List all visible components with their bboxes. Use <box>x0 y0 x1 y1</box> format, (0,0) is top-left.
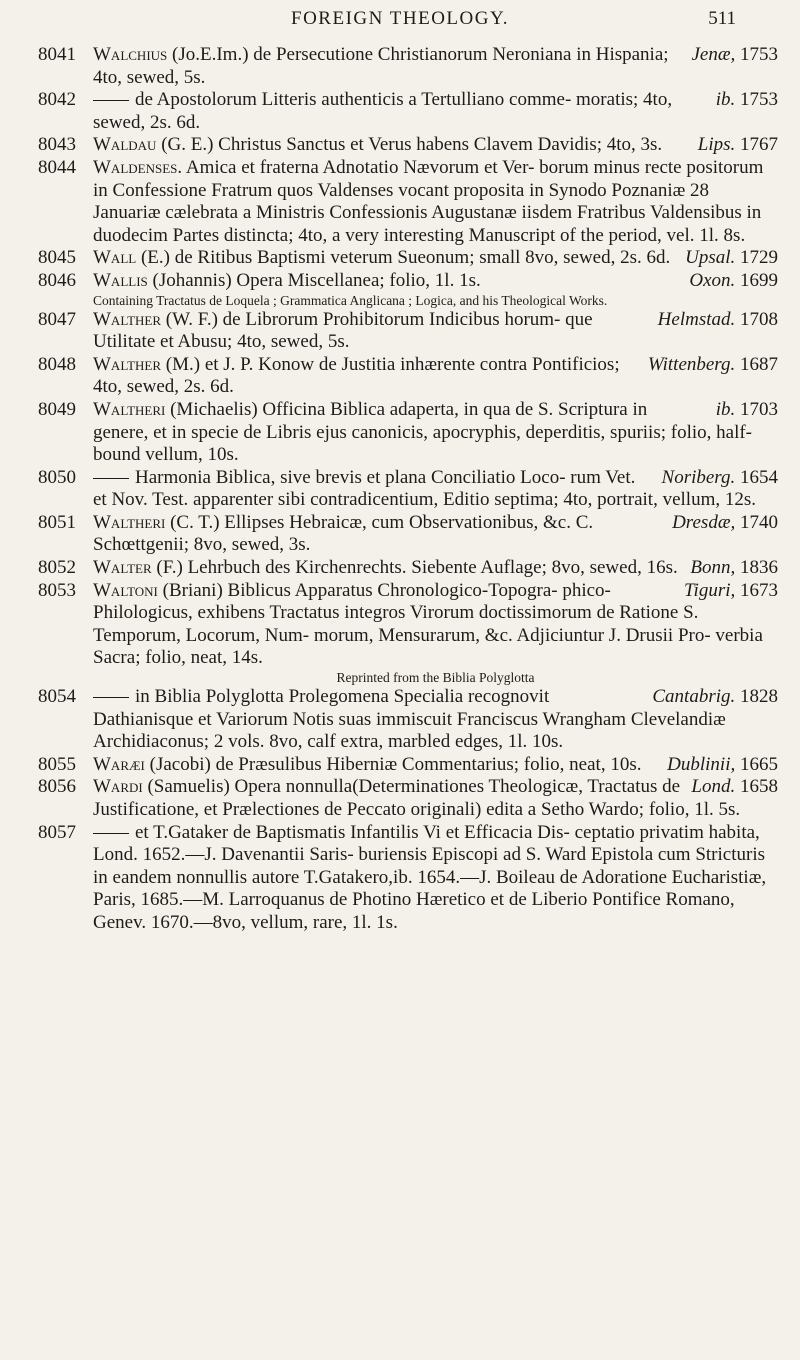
entry-author: Wallis <box>93 269 148 291</box>
catalogue-entry <box>38 247 778 270</box>
entry-number: 8049 <box>38 398 76 420</box>
entry-body <box>93 580 778 670</box>
entry-description: (C. T.) Ellipses Hebraicæ, cum Observationibus, &c. C. Schœttgenii; 8vo, sewed, 3s. <box>93 511 594 556</box>
catalogue-entry <box>38 309 778 354</box>
entry-description: (F.) Lehrbuch des Kirchenrechts. Siebente Auflage; 8vo, sewed, 16s. <box>151 557 678 579</box>
entry-number: 8044 <box>38 156 76 178</box>
entry-imprint <box>684 580 778 603</box>
entry-imprint <box>690 557 778 580</box>
imprint-place: Dublinii, <box>667 753 736 775</box>
entry-body <box>93 467 778 512</box>
catalogue-entry <box>38 512 778 557</box>
imprint-place: Wittenberg. <box>647 353 736 375</box>
entry-body <box>93 134 778 157</box>
entry-description: (W. F.) de Librorum Prohibitorum Indicibus horum- que Utilitate et Abusu; 4to, sewed, 5s. <box>93 308 593 353</box>
ditto-dash <box>93 697 129 698</box>
entry-number: 8053 <box>38 579 76 601</box>
imprint-place: Lips. <box>697 134 736 156</box>
entry-number: 8045 <box>38 247 76 269</box>
ditto-dash <box>93 478 129 479</box>
catalogue-entry <box>38 686 778 754</box>
entry-description: Amica et fraterna Adnotatio Nævorum et Ver- borum minus recte positorum in Confessione Fratrum quos Valdenses vocant proposita in Synodo Poznaniæ 28 Januariæ cælebrata a Ministris Confessionis Augustanæ iisdem Fratribus Valdensibus in duodecim Partes distincta; 4to, a very interesting Manuscript of the period, vel. 1l. 8s. <box>93 156 764 246</box>
entry-note: Containing Tractatus de Loquela ; Grammatica Anglicana ; Logica, and his Theological Works. <box>93 292 608 308</box>
entry-description: (Briani) Biblicus Apparatus Chronologico-Topogra- phico-Philologicus, exhibens Tractatus integros Virorum doctissimorum de Ratione S. Temporum, Locorum, Num- morum, Mensurarum, &c. Adjiciuntur J. Drusii Pro- verbia Sacra; folio, neat, 14s. <box>93 579 763 669</box>
entry-imprint <box>716 89 778 112</box>
entry-number: 8051 <box>38 511 76 533</box>
catalogue-entry <box>38 354 778 399</box>
entry-imprint <box>652 686 778 709</box>
entry-description: et T.Gataker de Baptismatis Infantilis Vi et Efficacia Dis- ceptatio privatim habita, Lond. 1652.—J. Davenantii Saris- buriensis Episcopi ad S. Ward Epistola cum Stricturis in eandem nonnullis autore T.Gatakero,ib. 1654.—J. Boileau de Adoratione Eucharistiæ, Paris, 1685.—M. Larroquanus de Photino Hæretico et de Liberio Pontifice Romano, Genev. 1670.—8vo, vellum, rare, 1l. 1s. <box>93 821 767 933</box>
entry-imprint <box>716 399 778 422</box>
imprint-place: Jenæ, <box>691 44 736 65</box>
imprint-place: ib. <box>715 89 736 111</box>
page-number: 511 <box>708 8 736 29</box>
entry-author: Walther <box>93 308 162 330</box>
imprint-year: 1740 <box>735 511 778 533</box>
entry-imprint <box>698 134 778 157</box>
imprint-year: 1828 <box>735 686 778 708</box>
entry-description: (Michaelis) Officina Biblica adaperta, in qua de S. Scriptura in genere, et in specie de Libris ejus canonicis, apocryphis, deperditis, spuriis; folio, half-bound vellum, 10s. <box>93 398 753 466</box>
imprint-year: 1658 <box>735 776 778 798</box>
entry-body <box>93 44 778 89</box>
catalogue-entry <box>38 822 778 935</box>
entry-number: 8042 <box>38 89 76 111</box>
entry-imprint <box>672 512 778 535</box>
entry-description: (Jo.E.Im.) de Persecutione Christianorum Neroniana in Hispania; 4to, sewed, 5s. <box>93 44 669 88</box>
entry-author: Waldau <box>93 134 157 156</box>
running-title: FOREIGN THEOLOGY. <box>291 8 509 29</box>
entry-body <box>93 309 778 354</box>
imprint-year: 1753 <box>735 44 778 65</box>
page-header <box>0 8 800 48</box>
imprint-place: Helmstad. <box>657 308 736 330</box>
catalogue-entry <box>38 157 778 247</box>
entry-number: 8052 <box>38 557 76 579</box>
entry-number: 8055 <box>38 753 76 775</box>
entry-author: Waltoni <box>93 579 158 601</box>
imprint-place: Dresdæ, <box>672 511 736 533</box>
imprint-place: Tiguri, <box>684 579 736 601</box>
entry-body <box>93 157 778 247</box>
entry-number: 8041 <box>38 44 76 65</box>
entry-imprint <box>667 754 778 777</box>
entry-description: (G. E.) Christus Sanctus et Verus habens Clavem Davidis; 4to, 3s. <box>156 134 663 156</box>
entry-imprint <box>691 44 778 67</box>
entry-author: Wall <box>93 247 137 269</box>
catalogue-entry <box>38 399 778 467</box>
entry-body <box>93 754 778 777</box>
entry-number: 8056 <box>38 776 76 798</box>
entry-body <box>93 399 778 467</box>
entry-body <box>93 354 778 399</box>
entry-number: 8057 <box>38 821 76 843</box>
catalogue-entry <box>38 557 778 580</box>
entry-description: (E.) de Ritibus Baptismi veterum Sueonum; small 8vo, sewed, 2s. 6d. <box>136 247 671 269</box>
imprint-year: 1699 <box>735 269 778 291</box>
catalogue-entry <box>38 580 778 686</box>
entry-body <box>93 686 778 754</box>
imprint-place: ib. <box>715 398 736 420</box>
imprint-year: 1665 <box>735 753 778 775</box>
imprint-place: Bonn, <box>690 557 736 579</box>
imprint-year: 1673 <box>735 579 778 601</box>
catalogue-entry <box>38 89 778 134</box>
entry-description: de Apostolorum Litteris authenticis a Tertulliano comme- moratis; 4to, sewed, 2s. 6d. <box>93 89 673 133</box>
entry-description: (Samuelis) Opera nonnulla(Determinationes Theologicæ, Tractatus de Justificatione, et Prælectiones de Peccato originali) edita a Setho Wardo; folio, 1l. 5s. <box>93 776 741 820</box>
entry-author: Waltheri <box>93 398 166 420</box>
entry-number: 8048 <box>38 353 76 375</box>
entry-note: Reprinted from the Biblia Polyglotta <box>336 670 535 686</box>
entry-description: (Johannis) Opera Miscellanea; folio, 1l. 1s. <box>147 269 481 291</box>
entry-description: Harmonia Biblica, sive brevis et plana Conciliatio Loco- rum Vet. et Nov. Test. apparenter sibi contradicentium, Editio septima; 4to, portrait, vellum, 12s. <box>93 466 756 511</box>
catalogue-entry <box>38 467 778 512</box>
entry-body <box>93 776 778 821</box>
entry-list <box>38 44 778 935</box>
entry-number: 8046 <box>38 269 76 291</box>
entry-author: Waltheri <box>93 511 166 533</box>
entry-author: Wardi <box>93 776 143 798</box>
imprint-year: 1767 <box>735 134 778 156</box>
entry-body <box>93 822 778 935</box>
entry-number: 8043 <box>38 134 76 156</box>
imprint-year: 1708 <box>735 308 778 330</box>
entry-body <box>93 512 778 557</box>
ditto-dash <box>93 833 129 834</box>
entry-author: Walchius <box>93 44 168 65</box>
entry-description: in Biblia Polyglotta Prolegomena Specialia recognovit Dathianisque et Variorum Notis suas immiscuit Franciscus Wrangham Clevelandiæ Archidiaconus; 2 vols. 8vo, calf extra, marbled edges, 1l. 10s. <box>93 686 726 753</box>
entry-imprint <box>658 309 778 332</box>
ditto-dash <box>93 100 129 101</box>
imprint-year: 1687 <box>735 353 778 375</box>
entry-imprint <box>662 467 778 490</box>
entry-body <box>93 247 778 270</box>
entry-number: 8050 <box>38 466 76 488</box>
entry-imprint <box>685 247 778 270</box>
catalogue-entry <box>38 44 778 89</box>
imprint-place: Oxon. <box>689 269 736 291</box>
entry-body <box>93 270 778 293</box>
entry-author: Waræi <box>93 753 145 775</box>
imprint-place: Cantabrig. <box>652 686 736 708</box>
entry-body <box>93 557 778 580</box>
imprint-place: Noriberg. <box>661 466 736 488</box>
entry-imprint <box>648 354 778 377</box>
catalogue-entry <box>38 270 778 309</box>
imprint-year: 1654 <box>735 466 778 488</box>
catalogue-entry <box>38 134 778 157</box>
entry-description: (M.) et J. P. Konow de Justitia inhærente contra Pontificios; 4to, sewed, 2s. 6d. <box>93 353 620 398</box>
catalogue-entry <box>38 776 778 821</box>
entry-imprint <box>689 270 778 293</box>
entry-body <box>93 89 778 134</box>
imprint-year: 1836 <box>735 557 778 579</box>
entry-author: Walter <box>93 557 152 579</box>
entry-description: (Jacobi) de Præsulibus Hiberniæ Commentarius; folio, neat, 10s. <box>144 753 642 775</box>
catalogue-entry <box>38 754 778 777</box>
entry-author: Waldenses. <box>93 156 183 178</box>
entry-number: 8047 <box>38 308 76 330</box>
imprint-place: Lond. <box>691 776 736 798</box>
imprint-year: 1703 <box>735 398 778 420</box>
imprint-year: 1729 <box>735 247 778 269</box>
entry-author: Walther <box>93 353 162 375</box>
imprint-place: Upsal. <box>685 247 736 269</box>
imprint-year: 1753 <box>735 89 778 111</box>
entry-imprint <box>691 776 778 799</box>
entry-number: 8054 <box>38 686 76 708</box>
